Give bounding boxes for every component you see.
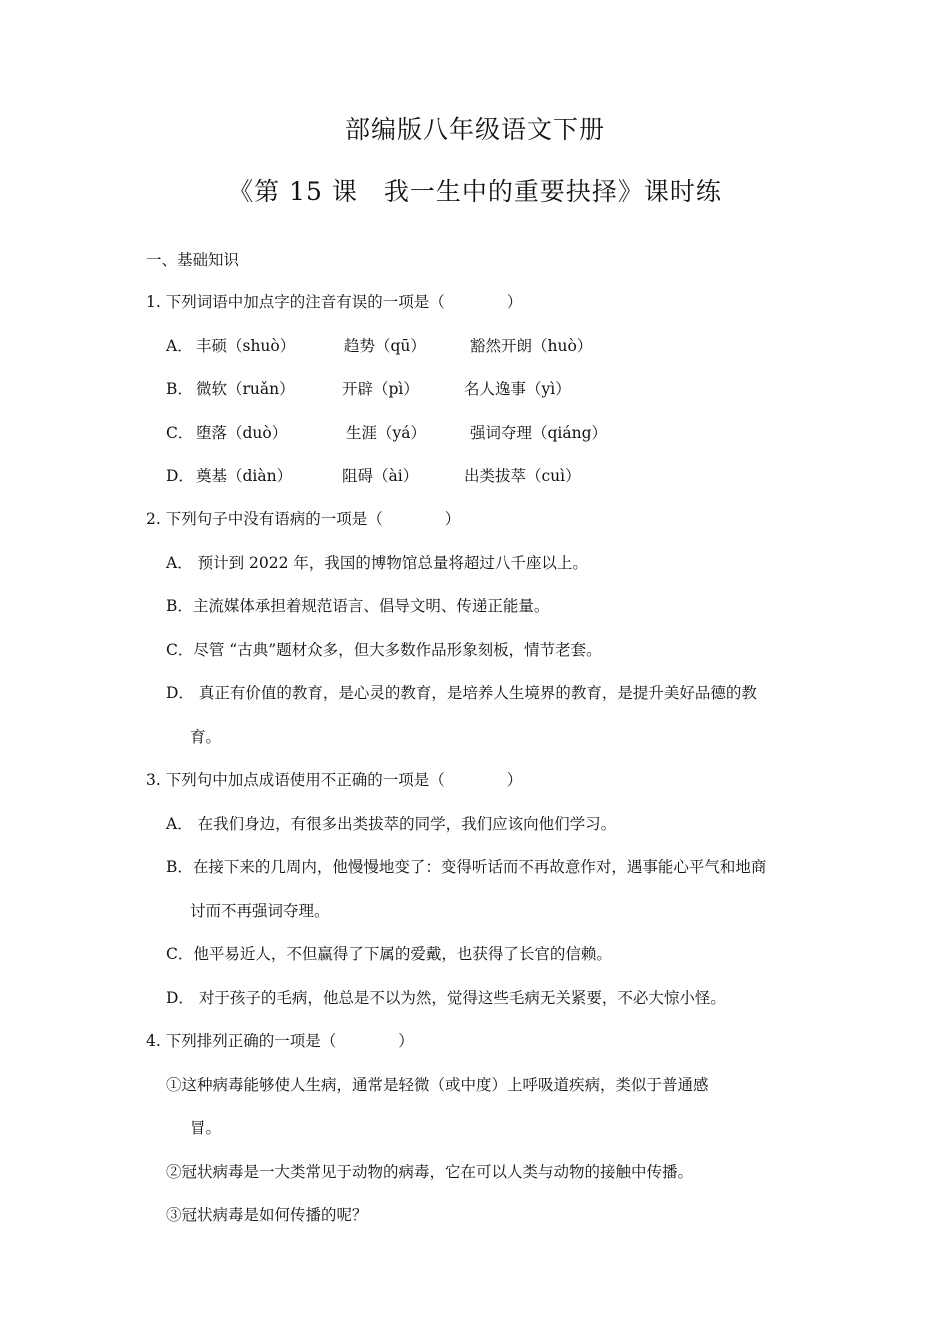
option-item: 堕落（duò） — [196, 424, 288, 442]
option-item: 趋势（qū） — [344, 337, 426, 355]
option-item: 阻碍（ài） — [342, 467, 419, 485]
option-item: 奠基（diàn） — [196, 467, 293, 485]
question-4-item-1-continued: 冒。 — [190, 1119, 222, 1137]
question-4-item-1: ①这种病毒能够使人生病，通常是轻微（或中度）上呼吸道疾病，类似于普通感 — [166, 1076, 709, 1094]
document-title: 部编版八年级语文下册 — [344, 115, 605, 144]
option-label: D． — [166, 467, 194, 485]
question-4-item-3: ③冠状病毒是如何传播的呢？ — [166, 1206, 368, 1224]
option-item: 开辟（pì） — [342, 380, 419, 398]
question-2-option-d: D． 真正有价值的教育，是心灵的教育，是培养人生境界的教育，是提升美好品德的教 — [166, 684, 757, 702]
question-2-option-b: B．主流媒体承担着规范语言、倡导文明、传递正能量。 — [166, 597, 550, 615]
question-3-option-b-continued: 讨而不再强词夺理。 — [190, 902, 330, 920]
question-2-stem: 2. 下列句子中没有语病的一项是（ ） — [146, 510, 461, 528]
question-3-stem: 3. 下列句中加点成语使用不正确的一项是（ ） — [146, 771, 523, 789]
question-2-option-a: A． 预计到 2022 年，我国的博物馆总量将超过八千座以上。 — [166, 554, 588, 572]
option-label: B． — [166, 380, 193, 398]
question-3-option-a: A． 在我们身边，有很多出类拔萃的同学，我们应该向他们学习。 — [166, 815, 617, 833]
option-item: 微软（ruǎn） — [196, 380, 295, 398]
section-heading: 一、基础知识 — [146, 251, 240, 269]
question-4-stem: 4. 下列排列正确的一项是（ ） — [146, 1032, 414, 1050]
option-item: 生涯（yá） — [346, 424, 426, 442]
option-item: 豁然开朗（huò） — [470, 337, 593, 355]
option-label: A． — [166, 337, 193, 355]
question-1-stem: 1. 下列词语中加点字的注音有误的一项是（ ） — [146, 293, 523, 311]
lesson-title: 《第 15 课 我一生中的重要抉择》课时练 — [228, 177, 722, 206]
option-item: 名人逸事（yì） — [464, 380, 571, 398]
question-3-option-c: C．他平易近人，不但赢得了下属的爱戴，也获得了长官的信赖。 — [166, 945, 612, 963]
question-2-option-c: C．尽管 “古典”题材众多，但大多数作品形象刻板，情节老套。 — [166, 641, 602, 659]
question-2-option-d-continued: 育。 — [190, 728, 222, 746]
option-label: C． — [166, 424, 194, 442]
question-3-option-b: B．在接下来的几周内，他慢慢地变了：变得听话而不再故意作对，遇事能心平气和地商 — [166, 858, 767, 876]
question-3-option-d: D． 对于孩子的毛病，他总是不以为然，觉得这些毛病无关紧要，不必大惊小怪。 — [166, 989, 726, 1007]
option-item: 强词夺理（qiáng） — [470, 424, 608, 442]
question-4-item-2: ②冠状病毒是一大类常见于动物的病毒，它在可以人类与动物的接触中传播。 — [166, 1163, 694, 1181]
option-item: 出类拔萃（cuì） — [464, 467, 581, 485]
option-item: 丰硕（shuò） — [196, 337, 296, 355]
